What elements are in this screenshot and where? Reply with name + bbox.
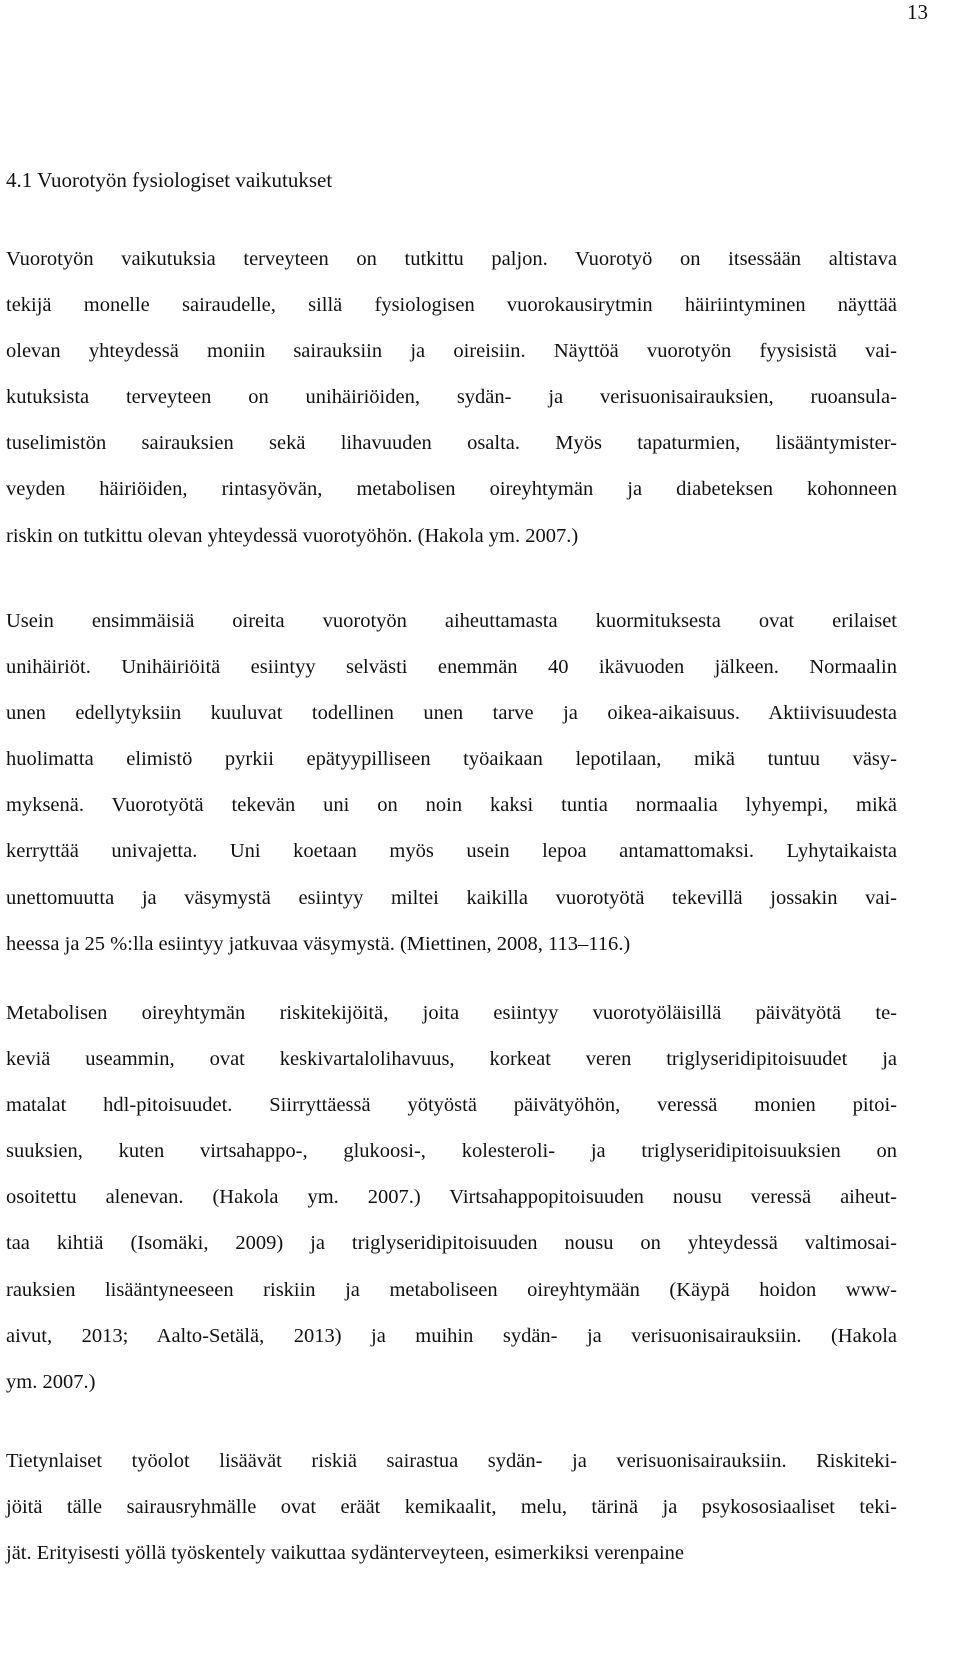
text-line: osoitettu alenevan. (Hakola ym. 2007.) Virtsahappopitoisuuden nousu veressä aiheut- bbox=[6, 1186, 897, 1209]
text-line: veyden häiriöiden, rintasyövän, metabolisen oireyhtymän ja diabeteksen kohonneen bbox=[6, 478, 897, 501]
text-line: Metabolisen oireyhtymän riskitekijöitä, joita esiintyy vuorotyöläisillä päivätyötä te- bbox=[6, 1002, 897, 1024]
paragraph-1 bbox=[6, 236, 897, 559]
text-line: Vuorotyön vaikutuksia terveyteen on tutkittu paljon. Vuorotyö on itsessään altistava bbox=[6, 248, 897, 270]
paragraph-4 bbox=[6, 1438, 897, 1576]
text-line: ym. 2007.) bbox=[6, 1370, 96, 1393]
text-line: tekijä monelle sairaudelle, sillä fysiologisen vuorokausirytmin häiriintyminen näyttää bbox=[6, 294, 897, 317]
text-line: myksenä. Vuorotyötä tekevän uni on noin kaksi tuntia normaalia lyhyempi, mikä bbox=[6, 794, 897, 817]
text-line: suuksien, kuten virtsahappo-, glukoosi-, kolesteroli- ja triglyseridipitoisuuksien on bbox=[6, 1140, 897, 1163]
text-line: Usein ensimmäisiä oireita vuorotyön aiheuttamasta kuormituksesta ovat erilaiset bbox=[6, 610, 897, 632]
text-line: taa kihtiä (Isomäki, 2009) ja triglyseridipitoisuuden nousu on yhteydessä valtimosai- bbox=[6, 1232, 897, 1255]
page-number: 13 bbox=[907, 0, 928, 24]
text-line: aivut, 2013; Aalto-Setälä, 2013) ja muihin sydän- ja verisuonisairauksiin. (Hakola bbox=[6, 1324, 897, 1347]
paragraph-2 bbox=[6, 598, 897, 967]
text-line: kutuksista terveyteen on unihäiriöiden, sydän- ja verisuonisairauksien, ruoansula- bbox=[6, 386, 897, 409]
text-line: unen edellytyksiin kuuluvat todellinen unen tarve ja oikea-aikaisuus. Aktiivisuudesta bbox=[6, 702, 897, 725]
section-heading: 4.1 Vuorotyön fysiologiset vaikutukset bbox=[6, 168, 333, 192]
text-line: kerryttää univajetta. Uni koetaan myös usein lepoa antamattomaksi. Lyhytaikaista bbox=[6, 840, 897, 863]
text-line: huolimatta elimistö pyrkii epätyypilliseen työaikaan lepotilaan, mikä tuntuu väsy- bbox=[6, 748, 897, 771]
text-line: unettomuutta ja väsymystä esiintyy miltei kaikilla vuorotyötä tekevillä jossakin vai- bbox=[6, 886, 897, 909]
text-line: unihäiriöt. Unihäiriöitä esiintyy selvästi enemmän 40 ikävuoden jälkeen. Normaalin bbox=[6, 656, 897, 679]
paragraph-3 bbox=[6, 990, 897, 1405]
text-line: jät. Erityisesti yöllä työskentely vaikuttaa sydänterveyteen, esimerkiksi verenpaine bbox=[6, 1542, 685, 1565]
text-line: riskin on tutkittu olevan yhteydessä vuorotyöhön. (Hakola ym. 2007.) bbox=[6, 524, 579, 547]
text-line: keviä useammin, ovat keskivartalolihavuus, korkeat veren triglyseridipitoisuudet ja bbox=[6, 1048, 897, 1071]
text-line: heessa ja 25 %:lla esiintyy jatkuvaa väsymystä. (Miettinen, 2008, 113–116.) bbox=[6, 932, 631, 955]
text-line: Tietynlaiset työolot lisäävät riskiä sairastua sydän- ja verisuonisairauksiin. Riskiteki- bbox=[6, 1450, 897, 1472]
text-line: rauksien lisääntyneeseen riskiin ja metaboliseen oireyhtymään (Käypä hoidon www- bbox=[6, 1278, 897, 1301]
text-line: matalat hdl-pitoisuudet. Siirryttäessä yötyöstä päivätyöhön, veressä monien pitoi- bbox=[6, 1094, 897, 1117]
text-line: olevan yhteydessä moniin sairauksiin ja oireisiin. Näyttöä vuorotyön fyysisistä vai- bbox=[6, 340, 897, 363]
text-line: tuselimistön sairauksien sekä lihavuuden osalta. Myös tapaturmien, lisääntymister- bbox=[6, 432, 897, 455]
text-line: jöitä tälle sairausryhmälle ovat eräät kemikaalit, melu, tärinä ja psykososiaaliset teki- bbox=[6, 1496, 897, 1519]
